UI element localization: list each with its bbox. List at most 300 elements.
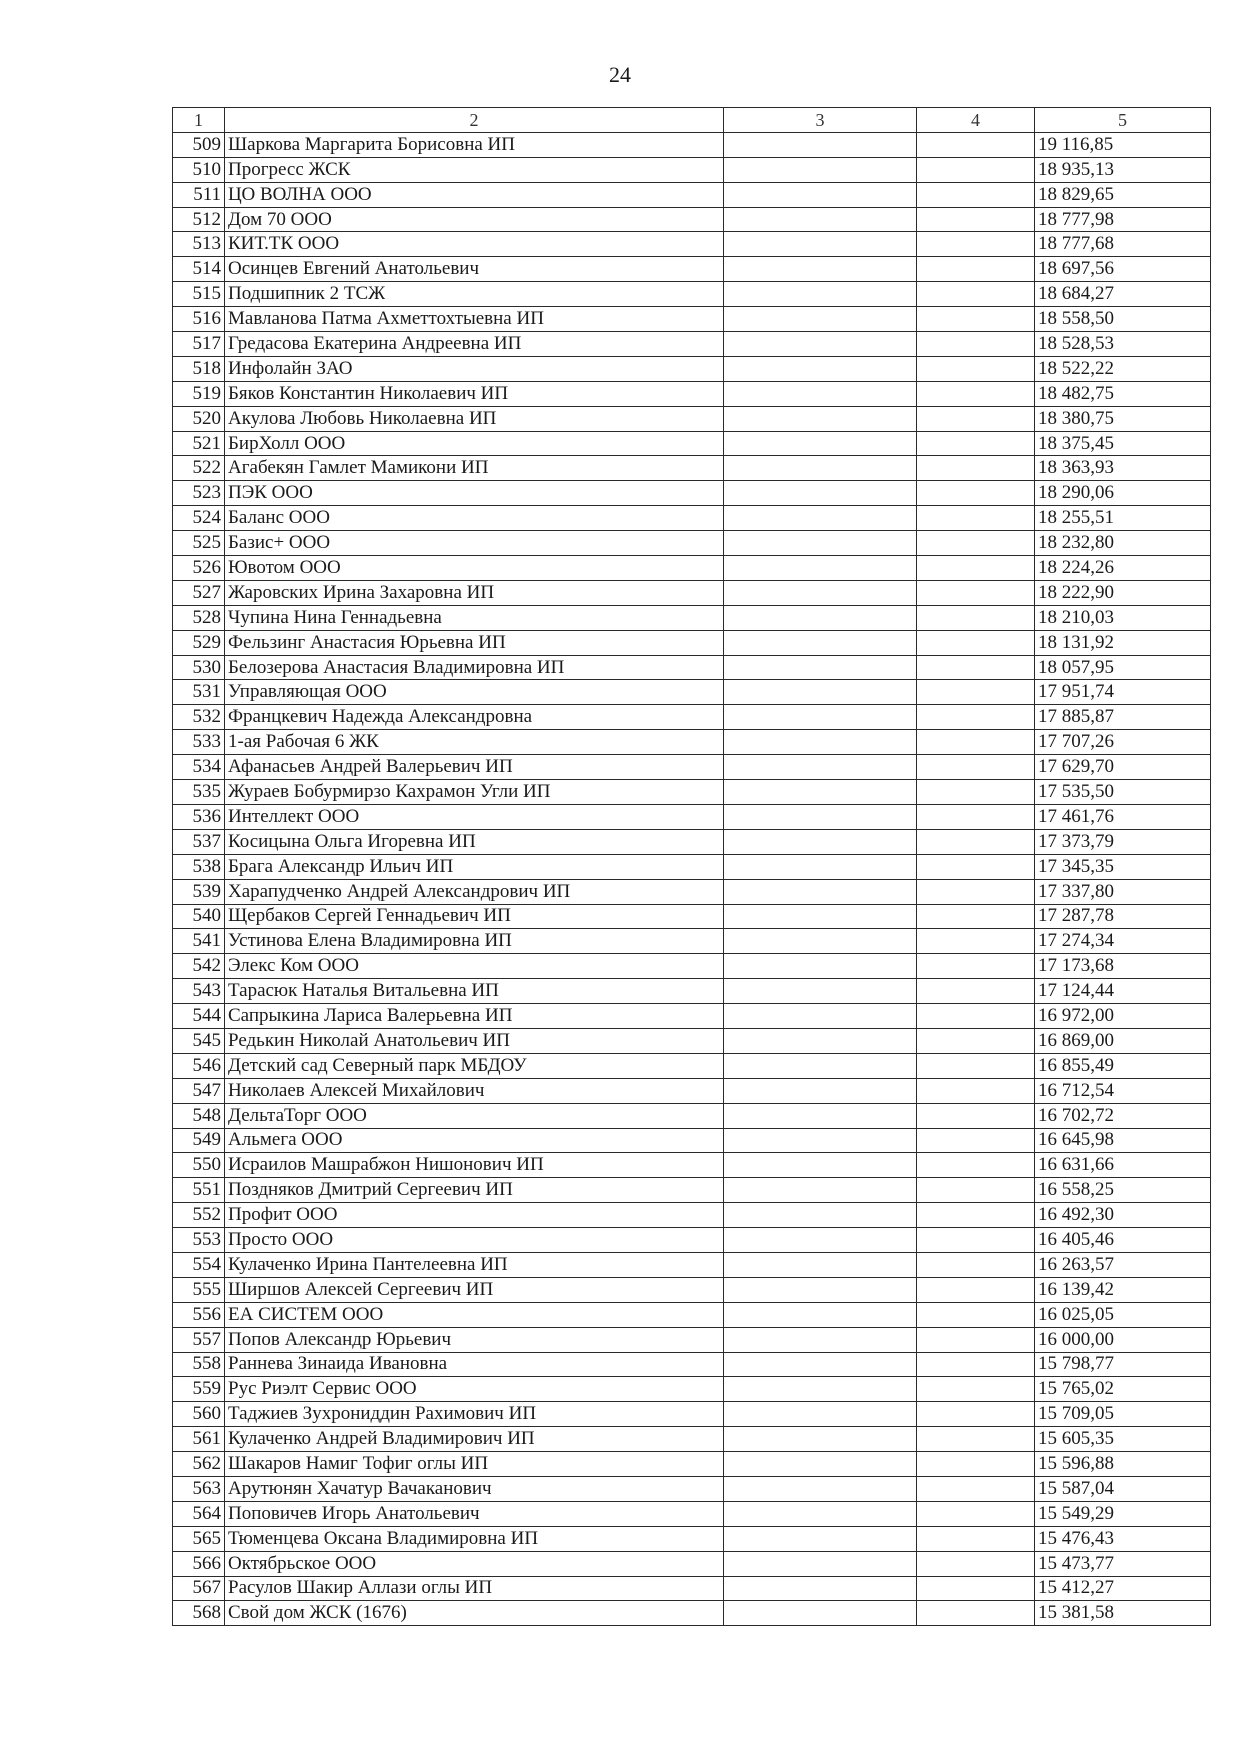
table-row [173, 1277, 1211, 1302]
empty-cell-col4 [917, 1302, 1035, 1327]
row-number: 519 [173, 381, 225, 406]
organization-name: Расулов Шакир Аллази оглы ИП [225, 1576, 724, 1601]
table-row [173, 1153, 1211, 1178]
organization-name: Попов Александр Юрьевич [225, 1327, 724, 1352]
organization-name: КИТ.ТК ООО [225, 232, 724, 257]
organization-name: Афанасьев Андрей Валерьевич ИП [225, 755, 724, 780]
empty-cell-col4 [917, 1078, 1035, 1103]
organization-name: Раннева Зинаида Ивановна [225, 1352, 724, 1377]
amount: 18 057,95 [1035, 655, 1211, 680]
empty-cell-col3 [724, 1302, 917, 1327]
empty-cell-col4 [917, 481, 1035, 506]
empty-cell-col3 [724, 157, 917, 182]
empty-cell-col3 [724, 854, 917, 879]
empty-cell-col3 [724, 1576, 917, 1601]
empty-cell-col4 [917, 1178, 1035, 1203]
organization-name: Фельзинг Анастасия Юрьевна ИП [225, 630, 724, 655]
table-row [173, 979, 1211, 1004]
empty-cell-col3 [724, 207, 917, 232]
amount: 18 255,51 [1035, 506, 1211, 531]
empty-cell-col4 [917, 1028, 1035, 1053]
organization-name: Устинова Елена Владимировна ИП [225, 929, 724, 954]
organization-name: Мавланова Патма Ахметтохтыевна ИП [225, 307, 724, 332]
organization-name: Ширшов Алексей Сергеевич ИП [225, 1277, 724, 1302]
empty-cell-col3 [724, 506, 917, 531]
empty-cell-col3 [724, 804, 917, 829]
organization-name: Жаровских Ирина Захаровна ИП [225, 580, 724, 605]
amount: 19 116,85 [1035, 132, 1211, 157]
table-row [173, 879, 1211, 904]
row-number: 524 [173, 506, 225, 531]
empty-cell-col4 [917, 132, 1035, 157]
row-number: 548 [173, 1103, 225, 1128]
table-row [173, 1103, 1211, 1128]
row-number: 510 [173, 157, 225, 182]
table-row [173, 680, 1211, 705]
empty-cell-col4 [917, 406, 1035, 431]
row-number: 535 [173, 780, 225, 805]
table-row [173, 1327, 1211, 1352]
amount: 16 702,72 [1035, 1103, 1211, 1128]
table-row [173, 1128, 1211, 1153]
amount: 17 461,76 [1035, 804, 1211, 829]
empty-cell-col3 [724, 1526, 917, 1551]
amount: 16 631,66 [1035, 1153, 1211, 1178]
empty-cell-col4 [917, 680, 1035, 705]
organization-name: Жураев Бобурмирзо Кахрамон Угли ИП [225, 780, 724, 805]
table-row [173, 1377, 1211, 1402]
empty-cell-col4 [917, 1352, 1035, 1377]
empty-cell-col4 [917, 1327, 1035, 1352]
amount: 18 224,26 [1035, 556, 1211, 581]
organization-name: Таджиев Зухрониддин Рахимович ИП [225, 1402, 724, 1427]
empty-cell-col4 [917, 1103, 1035, 1128]
row-number: 523 [173, 481, 225, 506]
empty-cell-col3 [724, 1551, 917, 1576]
table-row [173, 1601, 1211, 1626]
empty-cell-col3 [724, 307, 917, 332]
amount: 16 492,30 [1035, 1203, 1211, 1228]
empty-cell-col3 [724, 954, 917, 979]
empty-cell-col3 [724, 605, 917, 630]
empty-cell-col4 [917, 755, 1035, 780]
organization-name: Чупина Нина Геннадьевна [225, 605, 724, 630]
amount: 18 363,93 [1035, 456, 1211, 481]
empty-cell-col4 [917, 1402, 1035, 1427]
organization-name: Элекс Ком ООО [225, 954, 724, 979]
table-row [173, 655, 1211, 680]
empty-cell-col4 [917, 157, 1035, 182]
row-number: 558 [173, 1352, 225, 1377]
empty-cell-col4 [917, 1601, 1035, 1626]
row-number: 530 [173, 655, 225, 680]
table-row [173, 929, 1211, 954]
amount: 18 375,45 [1035, 431, 1211, 456]
row-number: 533 [173, 730, 225, 755]
row-number: 526 [173, 556, 225, 581]
organization-name: Шаркова Маргарита Борисовна ИП [225, 132, 724, 157]
empty-cell-col4 [917, 282, 1035, 307]
amount: 17 535,50 [1035, 780, 1211, 805]
empty-cell-col4 [917, 705, 1035, 730]
column-header: 4 [917, 108, 1035, 133]
empty-cell-col4 [917, 904, 1035, 929]
amount: 17 173,68 [1035, 954, 1211, 979]
row-number: 563 [173, 1476, 225, 1501]
empty-cell-col3 [724, 257, 917, 282]
table-row [173, 804, 1211, 829]
amount: 16 645,98 [1035, 1128, 1211, 1153]
amount: 16 139,42 [1035, 1277, 1211, 1302]
empty-cell-col3 [724, 381, 917, 406]
empty-cell-col3 [724, 979, 917, 1004]
table-row [173, 1252, 1211, 1277]
table-row [173, 1551, 1211, 1576]
empty-cell-col4 [917, 979, 1035, 1004]
table-row [173, 1526, 1211, 1551]
empty-cell-col4 [917, 1252, 1035, 1277]
empty-cell-col4 [917, 307, 1035, 332]
empty-cell-col4 [917, 1501, 1035, 1526]
empty-cell-col3 [724, 481, 917, 506]
amount: 15 765,02 [1035, 1377, 1211, 1402]
row-number: 520 [173, 406, 225, 431]
column-header: 1 [173, 108, 225, 133]
row-number: 544 [173, 1004, 225, 1029]
row-number: 550 [173, 1153, 225, 1178]
amount: 15 587,04 [1035, 1476, 1211, 1501]
table-row [173, 556, 1211, 581]
amount: 15 476,43 [1035, 1526, 1211, 1551]
organization-name: Редькин Николай Анатольевич ИП [225, 1028, 724, 1053]
organization-name: Осинцев Евгений Анатольевич [225, 257, 724, 282]
empty-cell-col4 [917, 1153, 1035, 1178]
empty-cell-col4 [917, 1377, 1035, 1402]
row-number: 567 [173, 1576, 225, 1601]
organization-name: Подшипник 2 ТСЖ [225, 282, 724, 307]
amount: 15 412,27 [1035, 1576, 1211, 1601]
empty-cell-col4 [917, 929, 1035, 954]
amount: 15 596,88 [1035, 1452, 1211, 1477]
column-header: 3 [724, 108, 917, 133]
table-row [173, 1576, 1211, 1601]
table-row [173, 232, 1211, 257]
amount: 18 522,22 [1035, 356, 1211, 381]
empty-cell-col4 [917, 804, 1035, 829]
table-row [173, 1302, 1211, 1327]
row-number: 555 [173, 1277, 225, 1302]
table-row [173, 954, 1211, 979]
row-number: 557 [173, 1327, 225, 1352]
organization-name: 1-ая Рабочая 6 ЖК [225, 730, 724, 755]
organization-name: Белозерова Анастасия Владимировна ИП [225, 655, 724, 680]
table-row [173, 1053, 1211, 1078]
empty-cell-col4 [917, 1551, 1035, 1576]
empty-cell-col4 [917, 456, 1035, 481]
organization-name: Альмега ООО [225, 1128, 724, 1153]
empty-cell-col3 [724, 755, 917, 780]
organization-name: Ювотом ООО [225, 556, 724, 581]
organization-name: Косицына Ольга Игоревна ИП [225, 829, 724, 854]
amount: 17 274,34 [1035, 929, 1211, 954]
row-number: 549 [173, 1128, 225, 1153]
amount: 16 558,25 [1035, 1178, 1211, 1203]
empty-cell-col4 [917, 506, 1035, 531]
empty-cell-col4 [917, 431, 1035, 456]
amount: 17 345,35 [1035, 854, 1211, 879]
organization-name: Исраилов Машрабжон Нишонович ИП [225, 1153, 724, 1178]
row-number: 516 [173, 307, 225, 332]
debtors-table [172, 107, 1211, 1626]
empty-cell-col3 [724, 431, 917, 456]
organization-name: Поповичев Игорь Анатольевич [225, 1501, 724, 1526]
empty-cell-col4 [917, 630, 1035, 655]
empty-cell-col3 [724, 456, 917, 481]
table-row [173, 282, 1211, 307]
empty-cell-col4 [917, 1228, 1035, 1253]
amount: 18 777,68 [1035, 232, 1211, 257]
empty-cell-col4 [917, 1476, 1035, 1501]
amount: 17 287,78 [1035, 904, 1211, 929]
amount: 16 712,54 [1035, 1078, 1211, 1103]
row-number: 539 [173, 879, 225, 904]
amount: 18 222,90 [1035, 580, 1211, 605]
amount: 18 829,65 [1035, 182, 1211, 207]
amount: 18 684,27 [1035, 282, 1211, 307]
table-row [173, 481, 1211, 506]
organization-name: Интеллект ООО [225, 804, 724, 829]
amount: 16 000,00 [1035, 1327, 1211, 1352]
organization-name: Тюменцева Оксана Владимировна ИП [225, 1526, 724, 1551]
page-number: 24 [609, 62, 631, 87]
empty-cell-col4 [917, 531, 1035, 556]
table-row [173, 829, 1211, 854]
empty-cell-col3 [724, 531, 917, 556]
organization-name: Кулаченко Андрей Владимирович ИП [225, 1427, 724, 1452]
amount: 18 232,80 [1035, 531, 1211, 556]
empty-cell-col3 [724, 1203, 917, 1228]
row-number: 511 [173, 182, 225, 207]
organization-name: Бяков Константин Николаевич ИП [225, 381, 724, 406]
empty-cell-col3 [724, 780, 917, 805]
row-number: 546 [173, 1053, 225, 1078]
empty-cell-col4 [917, 1526, 1035, 1551]
empty-cell-col3 [724, 1028, 917, 1053]
organization-name: ЦО ВОЛНА ООО [225, 182, 724, 207]
amount: 15 381,58 [1035, 1601, 1211, 1626]
amount: 18 482,75 [1035, 381, 1211, 406]
row-number: 515 [173, 282, 225, 307]
row-number: 529 [173, 630, 225, 655]
amount: 15 709,05 [1035, 1402, 1211, 1427]
empty-cell-col3 [724, 1427, 917, 1452]
empty-cell-col4 [917, 1004, 1035, 1029]
amount: 18 777,98 [1035, 207, 1211, 232]
organization-name: Октябрьское ООО [225, 1551, 724, 1576]
amount: 18 558,50 [1035, 307, 1211, 332]
empty-cell-col3 [724, 904, 917, 929]
empty-cell-col3 [724, 1103, 917, 1128]
row-number: 509 [173, 132, 225, 157]
empty-cell-col3 [724, 730, 917, 755]
empty-cell-col3 [724, 1004, 917, 1029]
amount: 16 025,05 [1035, 1302, 1211, 1327]
organization-name: Просто ООО [225, 1228, 724, 1253]
empty-cell-col4 [917, 1427, 1035, 1452]
row-number: 553 [173, 1228, 225, 1253]
row-number: 564 [173, 1501, 225, 1526]
table-row [173, 1476, 1211, 1501]
table-row [173, 456, 1211, 481]
row-number: 543 [173, 979, 225, 1004]
table-row [173, 1352, 1211, 1377]
amount: 18 697,56 [1035, 257, 1211, 282]
empty-cell-col4 [917, 332, 1035, 357]
table-row [173, 1004, 1211, 1029]
empty-cell-col4 [917, 854, 1035, 879]
amount: 17 707,26 [1035, 730, 1211, 755]
table-row [173, 1452, 1211, 1477]
row-number: 512 [173, 207, 225, 232]
table-row [173, 157, 1211, 182]
empty-cell-col3 [724, 556, 917, 581]
empty-cell-col4 [917, 232, 1035, 257]
table-row [173, 531, 1211, 556]
row-number: 545 [173, 1028, 225, 1053]
organization-name: Базис+ ООО [225, 531, 724, 556]
organization-name: Инфолайн ЗАО [225, 356, 724, 381]
row-number: 565 [173, 1526, 225, 1551]
table-row [173, 755, 1211, 780]
organization-name: Кулаченко Ирина Пантелеевна ИП [225, 1252, 724, 1277]
row-number: 560 [173, 1402, 225, 1427]
row-number: 552 [173, 1203, 225, 1228]
amount: 15 605,35 [1035, 1427, 1211, 1452]
table-row [173, 1028, 1211, 1053]
organization-name: Управляющая ООО [225, 680, 724, 705]
row-number: 527 [173, 580, 225, 605]
table-row [173, 1178, 1211, 1203]
organization-name: Харапудченко Андрей Александрович ИП [225, 879, 724, 904]
organization-name: Акулова Любовь Николаевна ИП [225, 406, 724, 431]
row-number: 521 [173, 431, 225, 456]
table-row [173, 854, 1211, 879]
organization-name: Агабекян Гамлет Мамикони ИП [225, 456, 724, 481]
empty-cell-col4 [917, 1452, 1035, 1477]
empty-cell-col4 [917, 1203, 1035, 1228]
row-number: 562 [173, 1452, 225, 1477]
row-number: 517 [173, 332, 225, 357]
empty-cell-col3 [724, 1452, 917, 1477]
organization-name: Детский сад Северный парк МБДОУ [225, 1053, 724, 1078]
table-row [173, 904, 1211, 929]
organization-name: Шакаров Намиг Тофиг оглы ИП [225, 1452, 724, 1477]
empty-cell-col4 [917, 829, 1035, 854]
empty-cell-col3 [724, 879, 917, 904]
row-number: 568 [173, 1601, 225, 1626]
table-row [173, 406, 1211, 431]
amount: 18 290,06 [1035, 481, 1211, 506]
empty-cell-col3 [724, 1476, 917, 1501]
empty-cell-col4 [917, 1576, 1035, 1601]
table-row [173, 307, 1211, 332]
amount: 18 528,53 [1035, 332, 1211, 357]
table-row [173, 132, 1211, 157]
table-row [173, 605, 1211, 630]
empty-cell-col3 [724, 1501, 917, 1526]
empty-cell-col3 [724, 182, 917, 207]
empty-cell-col3 [724, 406, 917, 431]
table-row [173, 630, 1211, 655]
empty-cell-col3 [724, 829, 917, 854]
empty-cell-col3 [724, 1153, 917, 1178]
row-number: 561 [173, 1427, 225, 1452]
amount: 18 935,13 [1035, 157, 1211, 182]
table-row [173, 356, 1211, 381]
row-number: 531 [173, 680, 225, 705]
amount: 16 869,00 [1035, 1028, 1211, 1053]
row-number: 551 [173, 1178, 225, 1203]
table-row [173, 1427, 1211, 1452]
empty-cell-col3 [724, 132, 917, 157]
table-row [173, 257, 1211, 282]
organization-name: ЕА СИСТЕМ ООО [225, 1302, 724, 1327]
organization-name: Дом 70 ООО [225, 207, 724, 232]
row-number: 566 [173, 1551, 225, 1576]
empty-cell-col4 [917, 381, 1035, 406]
organization-name: Арутюнян Хачатур Вачаканович [225, 1476, 724, 1501]
amount: 16 263,57 [1035, 1252, 1211, 1277]
amount: 15 473,77 [1035, 1551, 1211, 1576]
empty-cell-col4 [917, 182, 1035, 207]
organization-name: Баланс ООО [225, 506, 724, 531]
empty-cell-col3 [724, 1078, 917, 1103]
table-row [173, 730, 1211, 755]
empty-cell-col4 [917, 257, 1035, 282]
empty-cell-col3 [724, 1327, 917, 1352]
row-number: 534 [173, 755, 225, 780]
empty-cell-col4 [917, 1128, 1035, 1153]
column-header: 5 [1035, 108, 1211, 133]
amount: 18 131,92 [1035, 630, 1211, 655]
organization-name: Рус Риэлт Сервис ООО [225, 1377, 724, 1402]
amount: 18 210,03 [1035, 605, 1211, 630]
amount: 17 124,44 [1035, 979, 1211, 1004]
organization-name: Сапрыкина Лариса Валерьевна ИП [225, 1004, 724, 1029]
table-row [173, 1228, 1211, 1253]
empty-cell-col3 [724, 1352, 917, 1377]
organization-name: ПЭК ООО [225, 481, 724, 506]
table-row [173, 1402, 1211, 1427]
empty-cell-col3 [724, 1377, 917, 1402]
organization-name: Профит ООО [225, 1203, 724, 1228]
empty-cell-col3 [724, 655, 917, 680]
empty-cell-col3 [724, 1178, 917, 1203]
empty-cell-col4 [917, 605, 1035, 630]
empty-cell-col3 [724, 1277, 917, 1302]
table-row [173, 780, 1211, 805]
row-number: 538 [173, 854, 225, 879]
empty-cell-col4 [917, 580, 1035, 605]
table-row [173, 332, 1211, 357]
empty-cell-col4 [917, 207, 1035, 232]
empty-cell-col3 [724, 332, 917, 357]
table-row [173, 1501, 1211, 1526]
organization-name: Францкевич Надежда Александровна [225, 705, 724, 730]
row-number: 547 [173, 1078, 225, 1103]
table-row [173, 381, 1211, 406]
table-row [173, 580, 1211, 605]
